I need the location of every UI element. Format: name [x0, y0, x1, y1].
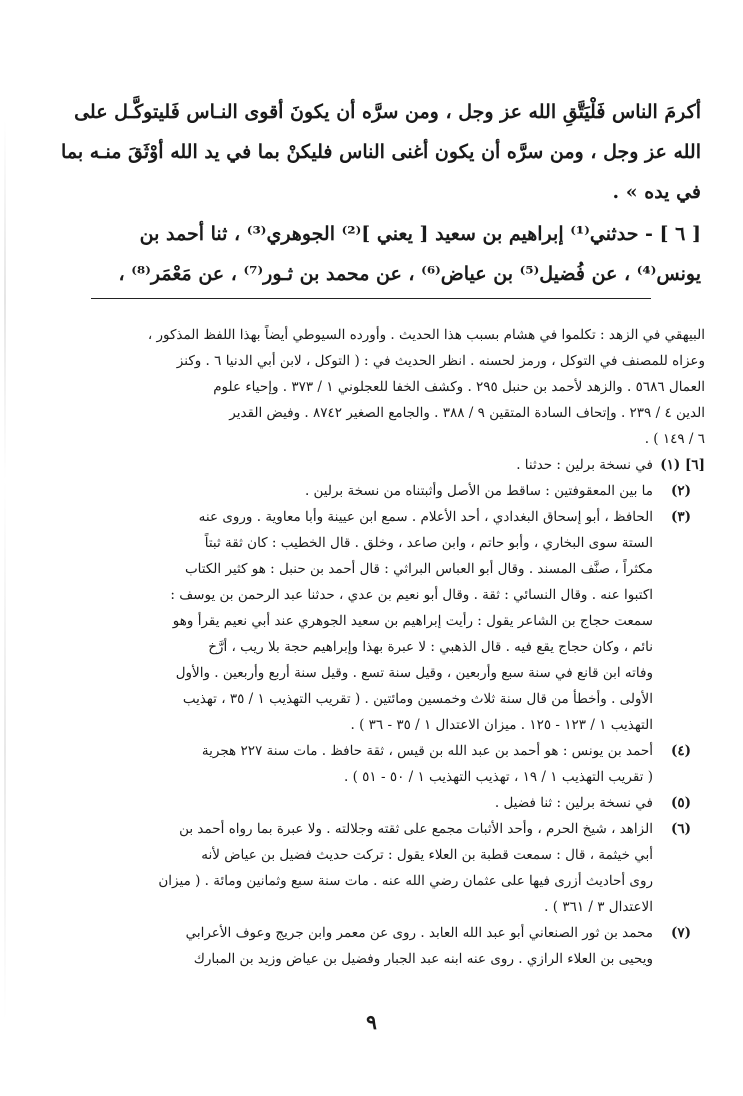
footnote-line: العمال ٥٦٨٦ . والزهد لأحمد بن حنبل ٢٩٥ . وكشف الخفا للعجلوني ١ / ٣٧٣ . وإحياء علوم — [213, 379, 705, 395]
footnote-4 — [37, 738, 705, 790]
footnote-1 — [37, 452, 705, 478]
footnote-number: (٢) — [670, 483, 691, 499]
footnote-continuation — [37, 322, 705, 452]
footnote-line: الستة سوى البخاري ، وأبو حاتم ، وابن صاعد ، وخلق . قال الخطيب : كان ثقة ثبتاً — [204, 535, 653, 551]
main-text-line: [ ٦ ] - حدثني⁽¹⁾ إبراهيم بن سعيد [ يعني ]⁽²⁾ الجوهري⁽³⁾ ، ثنا أحمد بن — [139, 223, 701, 245]
footnote-number: (٤) — [670, 743, 691, 759]
footnote-line: وفاته ابن قانع في سنة سبع وأربعين ، وقيل سنة تسع . وقيل سنة أربع وأربعين . والأول — [175, 665, 653, 681]
footnote-number: (٣) — [670, 509, 691, 525]
footnote-line: البيهقي في الزهد : تكلموا في هشام بسبب هذا الحديث . وأورده السيوطي أيضاً بهذا اللفظ المذكور ، — [147, 327, 705, 343]
footnotes-section — [37, 322, 705, 972]
footnote-line: نائم ، وكان حجاج يقع فيه . قال الذهبي : لا عبرة بهذا وإبراهيم حجة بلا ريب ، أرَّخ — [208, 639, 653, 655]
footnote-line: وعزاه للمصنف في التوكل ، ورمز لحسنه . انظر الحديث في : ( التوكل ، لابن أبي الدنيا ٦ . وكنز — [176, 353, 705, 369]
footnote-6 — [37, 816, 705, 920]
footnote-line: مكثراً ، صنَّف المسند . وقال أبو العباس البراثي : قال أحمد بن حنبل : هو كثير الكتاب — [184, 561, 653, 577]
footnote-line: الأولى . وأخطأ من قال سنة ثلاث وخمسين ومائتين . ( تقريب التهذيب ١ / ٣٥ ، تهذيب — [182, 691, 653, 707]
footnote-line: أبي خيثمة ، قال : سمعت قطبة بن العلاء يقول : تركت حديث فضيل بن عياض لأنه — [201, 847, 653, 863]
footnote-number: [٦] (١) — [660, 457, 705, 473]
footnote-line: أحمد بن يونس : هو أحمد بن عبد الله بن قيس ، ثقة حافظ . مات سنة ٢٢٧ هجرية — [201, 743, 653, 759]
footnote-7 — [37, 920, 705, 972]
main-text-paragraph-1 — [51, 92, 701, 212]
footnote-line: محمد بن ثور الصنعاني أبو عبد الله العابد . روى عن معمر وابن جريج وعوف الأعرابي — [185, 925, 653, 941]
page-number: ٩ — [366, 1010, 377, 1034]
main-text-line: الله عز وجل ، ومن سرَّه أن يكون أغنى الناس فليكنْ بما في يد الله أوْثَقَ منـه بما — [61, 141, 701, 163]
footnote-line: ما بين المعقوفتين : ساقط من الأصل وأثبتناه من نسخة برلين . — [304, 483, 653, 499]
footnote-line: الحافظ ، أبو إسحاق البغدادي ، أحد الأعلام . سمع ابن عيينة وأبا معاوية . وروى عنه — [198, 509, 653, 525]
footnote-line: ٦ / ١٤٩ ) . — [644, 431, 705, 447]
footnote-line: سمعت حجاج بن الشاعر يقول : رأيت إبراهيم بن سعيد الجوهري عند أبي نعيم يقرأ وهو — [172, 613, 653, 629]
footnote-number: (٦) — [670, 821, 691, 837]
scan-edge-shadow — [4, 120, 6, 1020]
footnote-line: ويحيى بن العلاء الرازي . روى عنه ابنه عبد الجبار وفضيل بن عياض وزيد بن المبارك — [193, 951, 653, 967]
footnote-line: ( تقريب التهذيب ١ / ١٩ ، تهذيب التهذيب ١ / ٥٠ - ٥١ ) . — [344, 769, 653, 785]
footnote-line: في نسخة برلين : حدثنا . — [516, 457, 653, 473]
main-text-line: يونس⁽⁴⁾ ، عن فُضيل⁽⁵⁾ بن عياض⁽⁶⁾ ، عن محمد بن ثـور⁽⁷⁾ ، عن مَعْمَر⁽⁸⁾ ، — [118, 263, 701, 285]
footnote-line: اكتبوا عنه . وقال النسائي : ثقة . وقال أبو نعيم بن عدي ، حدثنا عبد الرحمن بن يوسف : — [170, 587, 653, 603]
footnote-3 — [37, 504, 705, 738]
footnote-line: التهذيب ١ / ١٢٣ - ١٢٥ . ميزان الاعتدال ١ / ٣٥ - ٣٦ ) . — [350, 717, 653, 733]
main-text-line: في يده » . — [612, 181, 701, 203]
footnote-number: (٧) — [670, 925, 691, 941]
footnote-line: روى أحاديث أزرى فيها على عثمان رضي الله عنه . مات سنة سبع وثمانين ومائة . ( ميزان — [158, 873, 653, 889]
footnote-line: الاعتدال ٣ / ٣٦١ ) . — [544, 899, 653, 915]
footnote-2 — [37, 478, 705, 504]
footnote-divider — [91, 298, 651, 299]
footnote-line: الزاهد ، شيخ الحرم ، وأحد الأثبات مجمع على ثقته وجلالته . ولا عبرة بما رواه أحمد بن — [179, 821, 653, 837]
hadith-6-chain — [51, 214, 701, 294]
footnote-5 — [37, 790, 705, 816]
footnote-line: في نسخة برلين : ثنا فضيل . — [494, 795, 653, 811]
footnote-line: الدين ٤ / ٢٣٩ . وإتحاف السادة المتقين ٩ / ٣٨٨ . والجامع الصغير ٨٧٤٢ . وفيض القدير — [229, 405, 705, 421]
footnote-number: (٥) — [670, 795, 691, 811]
main-text-line: أكرمَ الناس فَلْيَتَّقِ الله عز وجل ، ومن سرَّه أن يكونَ أقوى النـاس فَليتوكَّـل على — [74, 101, 701, 123]
